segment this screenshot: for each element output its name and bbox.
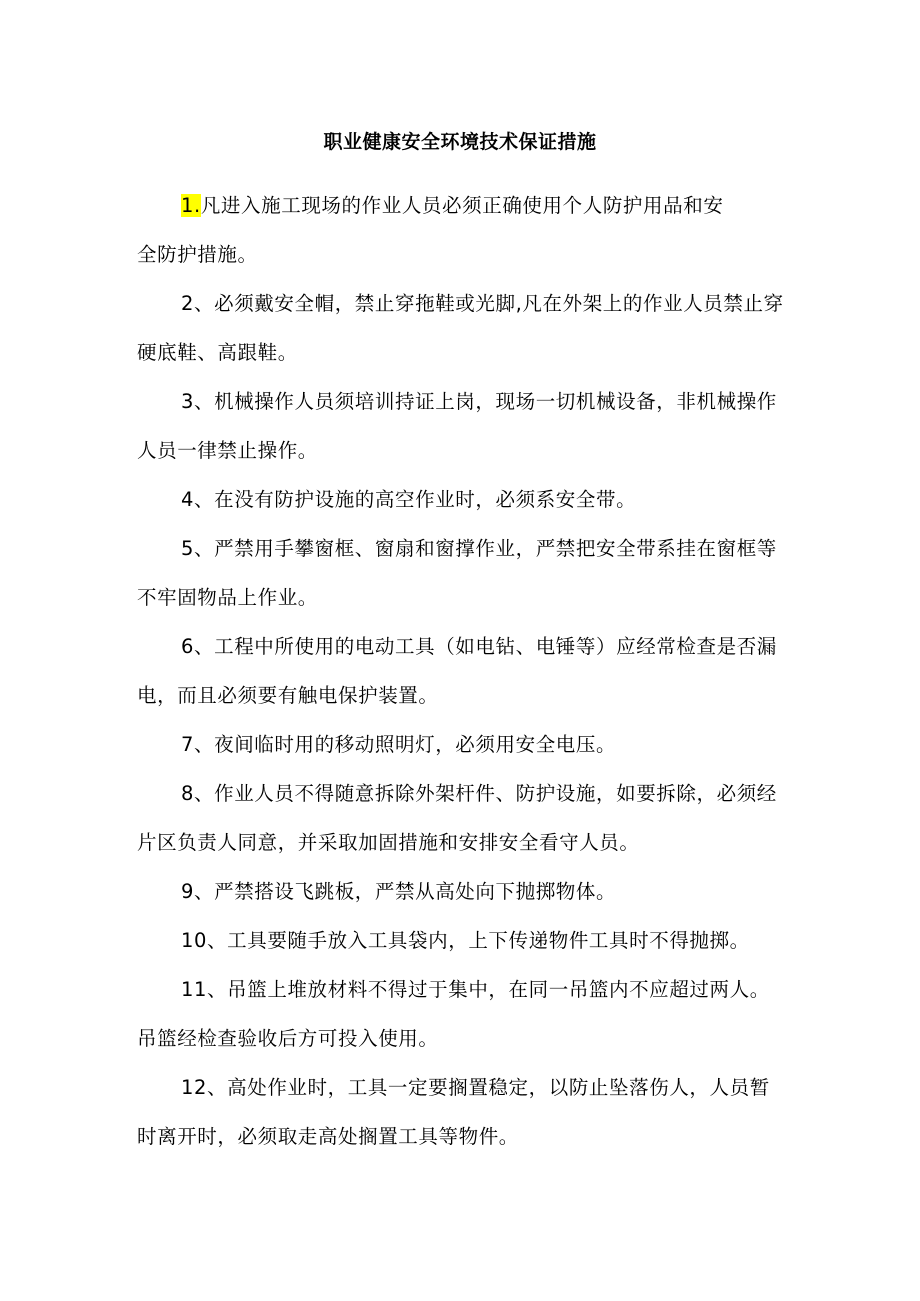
list-item: 8、作业人员不得随意拆除外架杆件、防护设施，如要拆除，必须经片区负责人同意，并采取加固措施和安排安全看守人员。 xyxy=(137,782,777,854)
list-item: 4、在没有防护设施的高空作业时，必须系安全带。 xyxy=(181,488,637,511)
list-item: 11、吊篮上堆放材料不得过于集中，在同一吊篮内不应超过两人。吊篮经检查验收后方可投入使用。 xyxy=(137,978,770,1050)
list-item: 6、工程中所使用的电动工具（如电钻、电锤等）应经常检查是否漏电，而且必须要有触电保护装置。 xyxy=(137,635,777,707)
list-item: 7、夜间临时用的移动照明灯，必须用安全电压。 xyxy=(181,733,617,756)
highlighted-number: 1. xyxy=(181,194,201,217)
list-item: 2、必须戴安全帽，禁止穿拖鞋或光脚,凡在外架上的作业人员禁止穿硬底鞋、高跟鞋。 xyxy=(137,292,784,364)
list-item: 10、工具要随手放入工具袋内，上下传递物件工具时不得抛掷。 xyxy=(181,929,750,952)
list-item-continuation: 全防护措施。 xyxy=(137,243,258,266)
measures-list xyxy=(137,181,785,1161)
list-item: 3、机械操作人员须培训持证上岗，现场一切机械设备，非机械操作人员一律禁止操作。 xyxy=(137,390,777,462)
list-item: 12、高处作业时，工具一定要搁置稳定，以防止坠落伤人，人员暂时离开时，必须取走高处搁置工具等物件。 xyxy=(137,1076,770,1148)
list-item: 9、严禁搭设飞跳板，严禁从高处向下抛掷物体。 xyxy=(181,880,617,903)
list-item: 5、严禁用手攀窗框、窗扇和窗撑作业，严禁把安全带系挂在窗框等不牢固物品上作业。 xyxy=(137,537,777,609)
page-title: 职业健康安全环境技术保证措施 xyxy=(323,131,597,153)
list-item-text: 凡进入施工现场的作业人员必须正确使用个人防护用品和安 xyxy=(200,194,724,217)
list-item xyxy=(137,181,785,230)
